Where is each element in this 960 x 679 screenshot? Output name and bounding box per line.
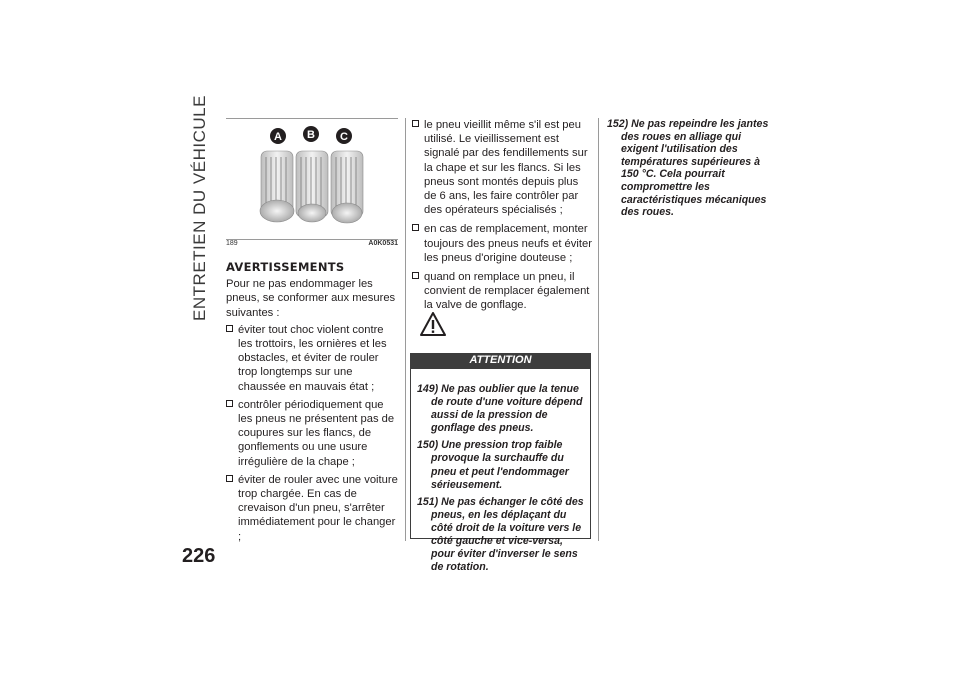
list-item-text: en cas de remplacement, monter toujours des pneus neufs et éviter les pneus d'origine douteuse ; [424, 223, 592, 264]
list-item [226, 398, 398, 469]
column-3 [607, 118, 779, 223]
label-b-badge [303, 126, 319, 142]
warning-list-continued [412, 118, 592, 313]
figure-number: 189 [226, 239, 238, 247]
checkbox-bullet-icon [412, 272, 419, 279]
label-c: C [340, 131, 348, 143]
warning-note: 149) Ne pas oublier que la tenue de route d'une voiture dépend aussi de la pression de gonflage des pneus. [417, 383, 583, 435]
section-side-title [185, 94, 215, 321]
checkbox-bullet-icon [226, 475, 233, 482]
page-number: 226 [182, 545, 216, 567]
list-item-text: le pneu vieillit même s'il est peu utilisé. Le vieillissement est signalé par des fendillements sur la chape et sur les flancs. Si les pneus sont montés depuis plus de 6 ans, les faire contrôler par des opérateurs spécialisés ; [424, 119, 588, 217]
label-b: B [307, 129, 315, 141]
list-item [226, 473, 398, 544]
column-divider-1 [405, 118, 406, 541]
figure-code: A0K0531 [368, 239, 398, 247]
attention-title: ATTENTION [410, 353, 591, 368]
tire-a [260, 151, 294, 222]
section-heading: AVERTISSEMENTS [226, 260, 345, 274]
list-item [412, 222, 592, 265]
list-item-text: contrôler périodiquement que les pneus ne présentent pas de coupures sur les flancs, de gonflements ou une usure irrégulière de la chape ; [238, 398, 395, 468]
column-divider-2 [598, 118, 599, 541]
warning-triangle-icon [420, 312, 446, 336]
warning-note: 151) Ne pas échanger le côté des pneus, en les déplaçant du côté droit de la voiture vers le côté gauche et vice-versa, pour éviter d'inverser le sens de rotation. [417, 495, 584, 574]
list-item-text: éviter tout choc violent contre les trottoirs, les ornières et les obstacles, et éviter de rouler trop longtemps sur une chaussée en mauvais état ; [238, 323, 387, 393]
attention-box [410, 368, 591, 574]
warning-note: 150) Une pression trop faible provoque la surchauffe du pneu et peut l'endommager sérieusement. [417, 439, 569, 491]
list-item [412, 118, 592, 217]
tire-illustration [226, 119, 398, 239]
tire-c [331, 151, 363, 223]
checkbox-bullet-icon [226, 400, 233, 407]
list-item-text: quand on remplace un pneu, il convient de remplacer également la valve de gonflage. [424, 271, 590, 312]
column-2 [412, 118, 592, 318]
list-item-text: éviter de rouler avec une voiture trop chargée. En cas de crevaison d'un pneu, s'arrêter immédiatement pour le changer ; [238, 473, 398, 543]
checkbox-bullet-icon [412, 224, 419, 231]
section-side-title-text: ENTRETIEN DU VÉHICULE [190, 94, 209, 321]
checkbox-bullet-icon [226, 325, 233, 332]
label-a-badge [270, 128, 286, 144]
tire-wear-figure [226, 118, 398, 247]
label-c-badge [336, 128, 352, 144]
label-a: A [274, 131, 282, 143]
intro-paragraph: Pour ne pas endommager les pneus, se conformer aux mesures suivantes : [226, 278, 396, 319]
warning-note: 152) Ne pas repeindre les jantes des roues en alliage qui exigent l'utilisation des températures supérieures à 150 °C. Cela pourrait compromettre les caractéristiques mécaniques des roues. [607, 118, 769, 219]
column-1 [226, 118, 398, 548]
warning-list [226, 323, 398, 544]
tire-b [296, 151, 328, 222]
list-item [226, 323, 398, 394]
list-item [412, 270, 592, 313]
checkbox-bullet-icon [412, 120, 419, 127]
